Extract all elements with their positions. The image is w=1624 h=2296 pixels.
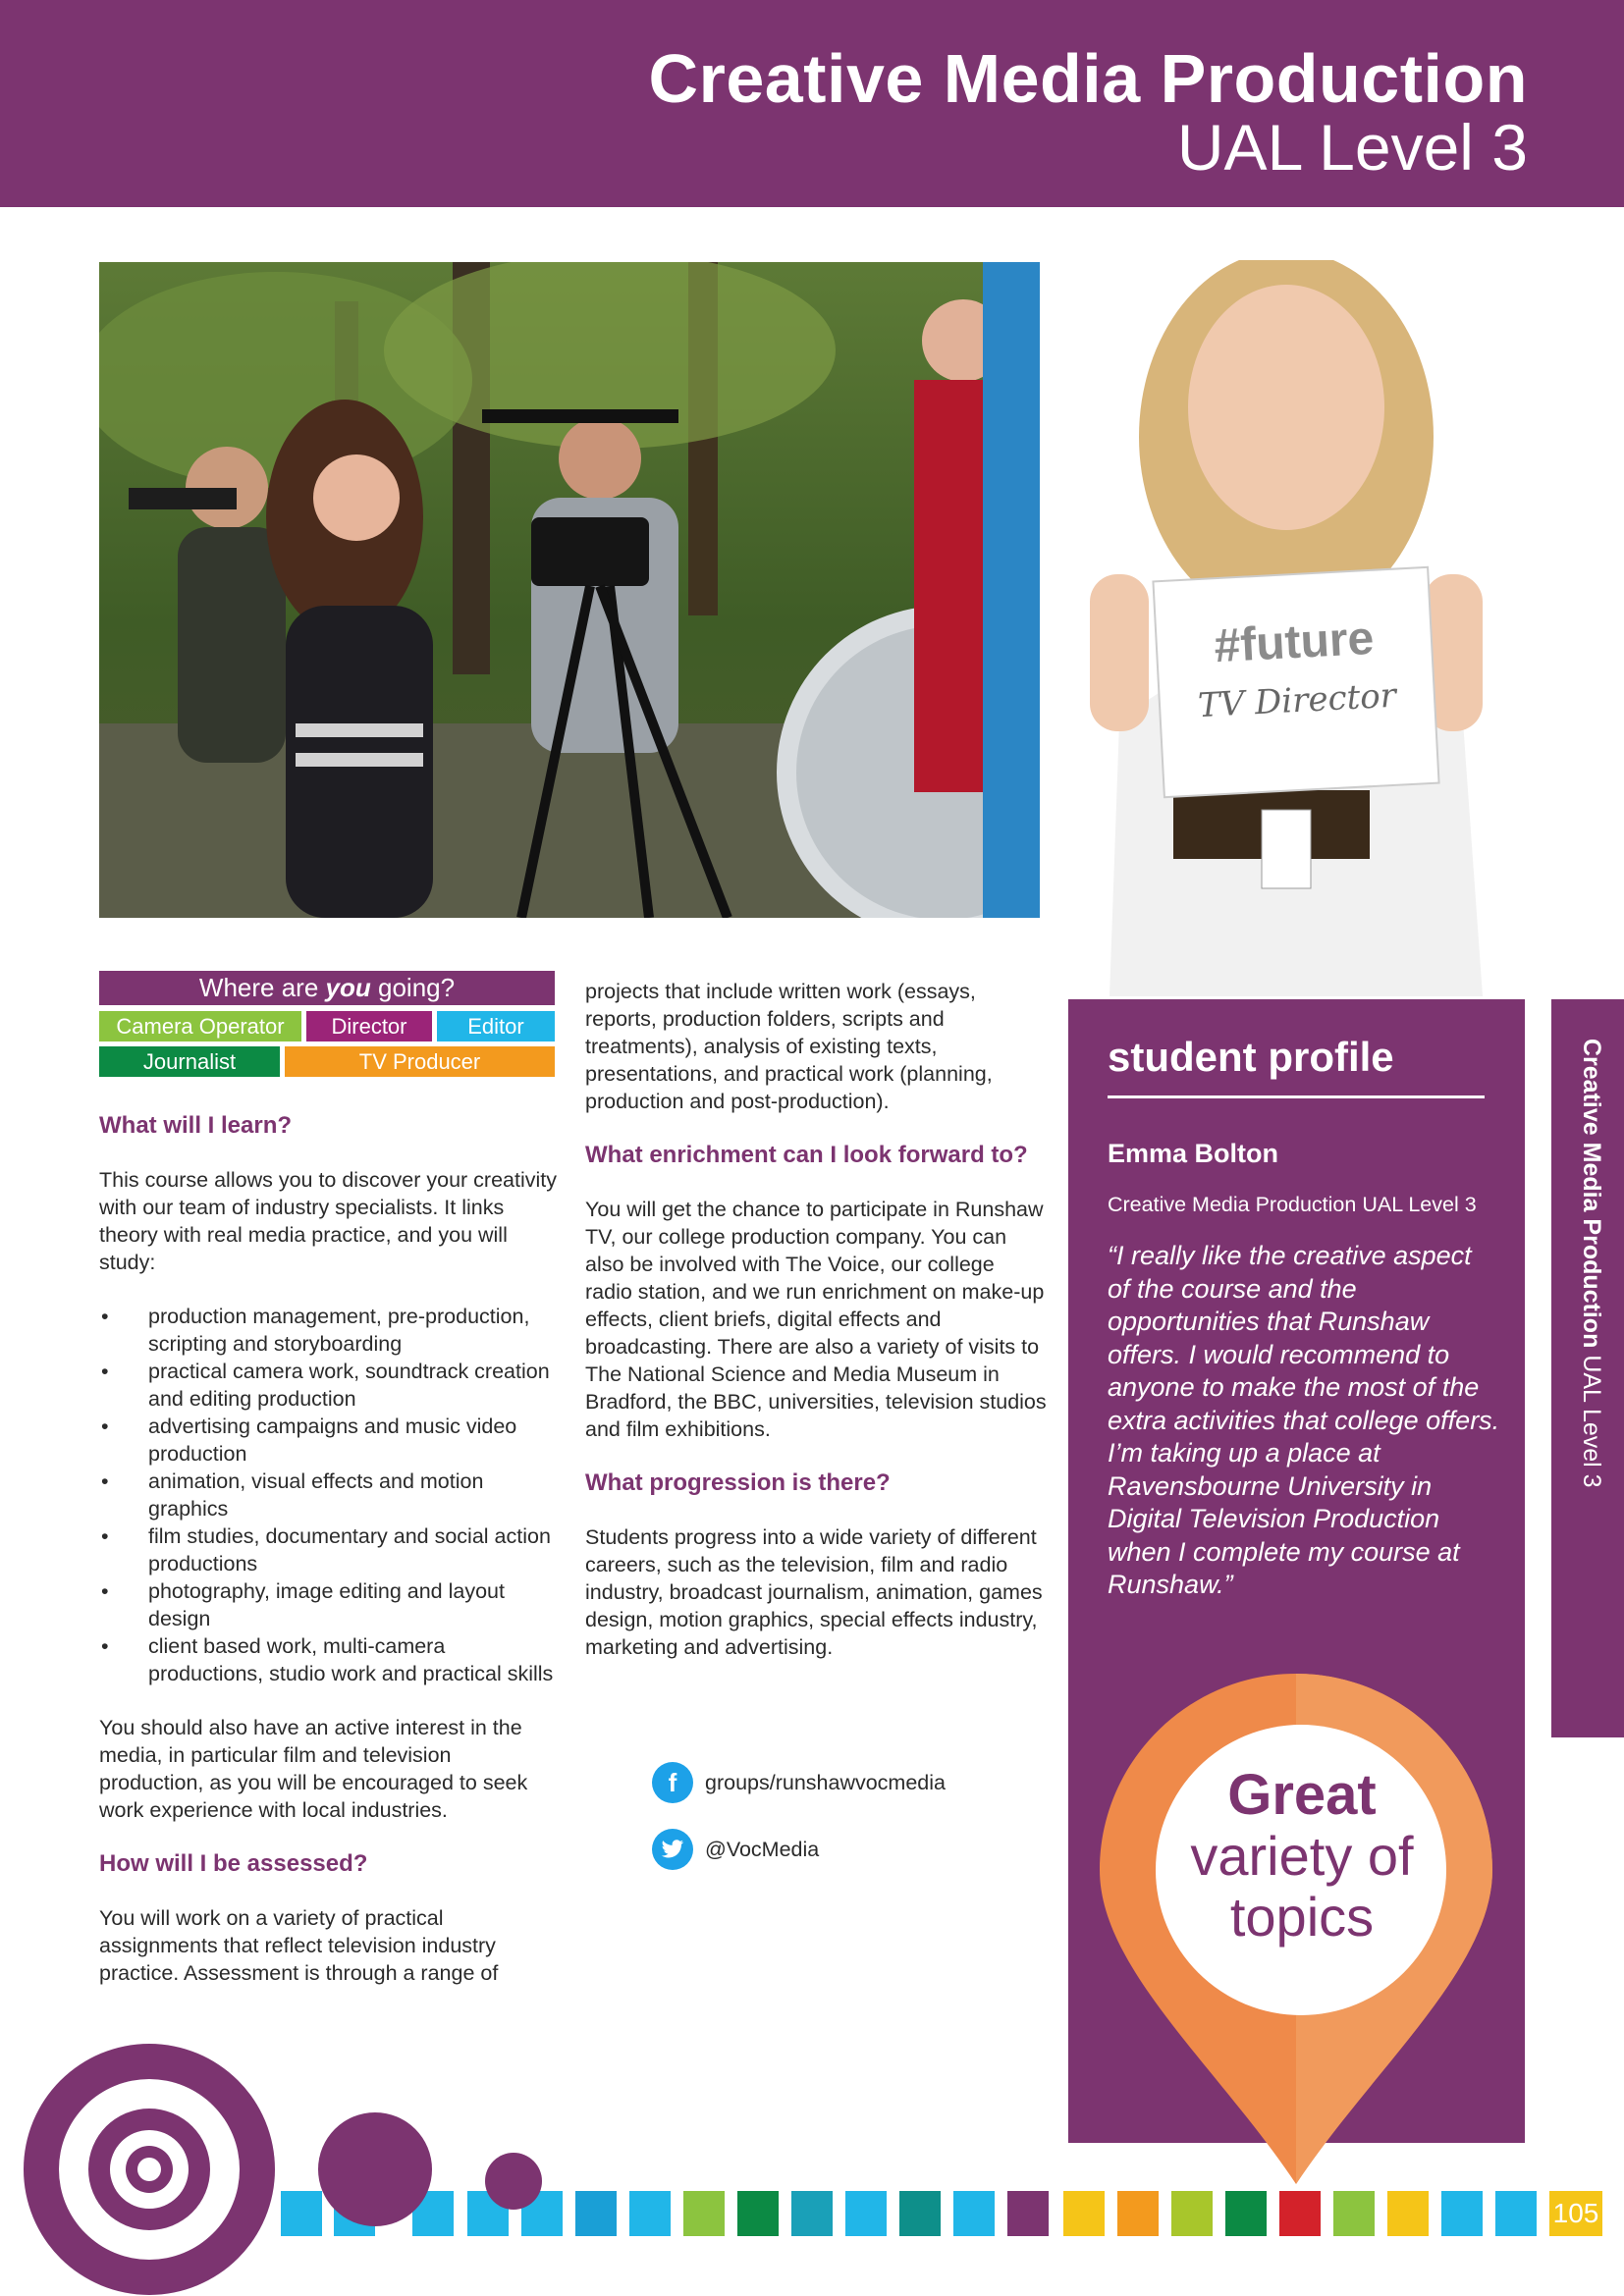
strip-square bbox=[1333, 2191, 1375, 2236]
career-tag-tv-producer: TV Producer bbox=[285, 1046, 555, 1077]
strip-square bbox=[1441, 2191, 1483, 2236]
strip-square bbox=[953, 2191, 995, 2236]
page-title: Creative Media Production bbox=[648, 40, 1528, 117]
strip-square bbox=[1117, 2191, 1159, 2236]
pin-line-2: variety of bbox=[1190, 1825, 1414, 1887]
list-item: • production management, pre-production, scripting and storyboarding bbox=[99, 1303, 561, 1358]
side-tab-bold: Creative Media Production bbox=[1578, 1039, 1605, 1349]
career-tag-director: Director bbox=[306, 1011, 432, 1041]
where-are-you-going-bar bbox=[99, 971, 555, 1005]
career-tag-editor: Editor bbox=[437, 1011, 555, 1041]
profile-name: Emma Bolton bbox=[1108, 1139, 1279, 1168]
strip-square bbox=[1007, 2191, 1049, 2236]
side-tab-light: UAL Level 3 bbox=[1578, 1355, 1605, 1488]
list-item: • advertising campaigns and music video production bbox=[99, 1413, 561, 1468]
assess-heading: How will I be assessed? bbox=[99, 1850, 368, 1877]
twitter-handle: @VocMedia bbox=[705, 1837, 820, 1861]
assess-continued: projects that include written work (essays, reports, production folders, scripts and treatments), analysis of existing texts, presentations, and practical work (planning, production and post-production). bbox=[585, 980, 993, 1113]
strip-square bbox=[1063, 2191, 1105, 2236]
side-tab-text bbox=[1577, 1039, 1605, 1488]
student-photo bbox=[1051, 260, 1542, 996]
page-header bbox=[0, 0, 1624, 207]
strip-square bbox=[845, 2191, 887, 2236]
where-lead: Where are bbox=[198, 973, 319, 1002]
career-tag-journalist: Journalist bbox=[99, 1046, 280, 1077]
enrichment-text: You will get the chance to participate in Runshaw TV, our college production company. You can also be involved with The Voice, our college radio station, and we run enrichment on make-up effects, client briefs, digital effects and broadcasting. There are also a variety of visits to The National Science and Media Museum in Bradford, the BBC, universities, television studios and film exhibitions. bbox=[585, 1198, 1047, 1441]
learn-outro: You should also have an active interest in the media, in particular film and television production, as you will be encouraged to seek work experience with local industries. bbox=[99, 1716, 528, 1822]
profile-divider bbox=[1108, 1095, 1485, 1098]
list-item: • animation, visual effects and motion graphics bbox=[99, 1468, 561, 1522]
pin-text bbox=[1159, 1765, 1445, 1948]
strip-square bbox=[1225, 2191, 1267, 2236]
profile-course: Creative Media Production UAL Level 3 bbox=[1108, 1193, 1477, 1216]
strip-square bbox=[899, 2191, 941, 2236]
where-tail: going? bbox=[378, 973, 456, 1002]
profile-title: student profile bbox=[1108, 1034, 1394, 1080]
career-tag-camera-operator: Camera Operator bbox=[99, 1011, 301, 1041]
side-tab bbox=[1551, 999, 1624, 1737]
twitter-icon bbox=[652, 1829, 693, 1870]
strip-square bbox=[1387, 2191, 1429, 2236]
sign-line-1: #future bbox=[1213, 612, 1376, 673]
progression-heading: What progression is there? bbox=[585, 1469, 891, 1496]
page-subtitle: UAL Level 3 bbox=[1176, 111, 1528, 184]
twitter-link[interactable] bbox=[652, 1828, 819, 1871]
facebook-handle: groups/runshawvocmedia bbox=[705, 1770, 946, 1794]
column-left bbox=[99, 1112, 561, 2013]
learn-intro: This course allows you to discover your creativity with our team of industry specialists. It links theory with real media practice, and you will study: bbox=[99, 1168, 558, 1274]
where-you: you bbox=[325, 973, 371, 1002]
sign-line-2: TV Director bbox=[1197, 675, 1397, 726]
profile-quote: “I really like the creative aspect of the course and the opportunities that Runshaw offers. I would recommend to anyone to make the most of the extra activities that college offers. I’m taking up a place at Ravensbourne University in Digital Television Production when I complete my course at Runshaw.” bbox=[1108, 1241, 1500, 1599]
learn-list bbox=[99, 1303, 561, 1687]
list-item: • practical camera work, soundtrack creation and editing production bbox=[99, 1358, 561, 1413]
strip-square bbox=[1279, 2191, 1321, 2236]
column-middle bbox=[585, 978, 1047, 1687]
pin-line-1: Great bbox=[1227, 1763, 1377, 1827]
facebook-icon: f bbox=[652, 1762, 693, 1803]
list-item: • client based work, multi-camera productions, studio work and practical skills bbox=[99, 1632, 561, 1687]
learn-heading: What will I learn? bbox=[99, 1112, 293, 1139]
strip-square bbox=[737, 2191, 779, 2236]
strip-square bbox=[1171, 2191, 1213, 2236]
pin-line-3: topics bbox=[1229, 1886, 1375, 1948]
course-photo bbox=[99, 262, 1040, 918]
strip-square bbox=[629, 2191, 671, 2236]
progression-text: Students progress into a wide variety of different careers, such as the television, film and radio industry, broadcast journalism, animation, games design, motion graphics, special effects industry, marketing and advertising. bbox=[585, 1525, 1043, 1659]
strip-square bbox=[683, 2191, 725, 2236]
strip-square bbox=[1495, 2191, 1537, 2236]
list-item: • film studies, documentary and social action productions bbox=[99, 1522, 561, 1577]
assess-text: You will work on a variety of practical assignments that reflect television industry practice. Assessment is through a range of bbox=[99, 1906, 499, 1985]
page-number: 105 bbox=[1552, 2198, 1599, 2228]
strip-square bbox=[791, 2191, 833, 2236]
list-item: • photography, image editing and layout design bbox=[99, 1577, 561, 1632]
facebook-link[interactable] bbox=[652, 1761, 946, 1804]
enrichment-heading: What enrichment can I look forward to? bbox=[585, 1142, 1028, 1168]
target-icon bbox=[0, 2032, 609, 2296]
